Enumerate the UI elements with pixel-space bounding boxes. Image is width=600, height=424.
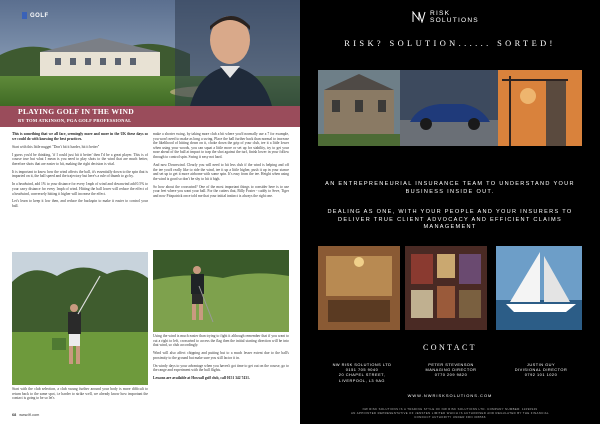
article-column-4 [12, 387, 148, 404]
photo-stately-hall [318, 70, 400, 146]
logo-line-1: RISK [430, 10, 451, 17]
contact-phone[interactable]: 0770 209 9820 [434, 372, 468, 378]
contact-line: NW RISK SOLUTIONS LTD [332, 362, 392, 367]
lessons-note: Lessons are available at Howsall golf club, call 0151 342 7431. [153, 376, 250, 381]
photo-yacht-sailing-illustration [496, 246, 582, 330]
page-folio [12, 413, 39, 417]
photo-stately-hall-illustration [318, 70, 400, 146]
section-tag [22, 12, 49, 19]
footer-line: CONDUCT AUTHORITY UNDER FRN 308566 [414, 415, 486, 419]
article-paragraph: Let's learn to keep it low then, and reduce the backspin to make it easier to control your ball. [12, 199, 148, 209]
article-column-2 [153, 132, 289, 202]
photo-luxury-car-illustration [400, 70, 498, 146]
website-link[interactable]: WWW.NWRISKSOLUTIONS.COM [407, 393, 493, 398]
photo-interior-room [318, 246, 400, 330]
photo-golfer-swing-illustration [12, 252, 148, 385]
article-paragraph: Using the wind is much easier than trying to fight it although remember that if you want to cut a right to left, crosswind to access the flag then the initial starting direction will be into that wind, so club accordingly. [153, 334, 289, 348]
photo-yacht-sailing [496, 246, 582, 330]
nw-monogram-icon [412, 11, 426, 23]
contact-line: MANAGING DIRECTOR [425, 367, 477, 373]
article-paragraph: On windy days to your advantage when you haven't got time to get out on the course, go to the range and experiment with the ball flights. [153, 363, 289, 373]
article-paragraph: Wind will also affect chipping and putting but to a much lesser extent due to the ball's proximity to the ground but make sure you still factor it in. [153, 351, 289, 360]
article-paragraph: I guess you'd be thinking, 'if I could just hit it better' then I'd be a great player. This is of course true but what I mean is you need to play shots to the wind that are much better, therefore shots that are easier to hit, making the right decision is vital. [12, 152, 148, 166]
photo-construction-site [498, 70, 582, 146]
article-column-3 [153, 334, 289, 384]
contact-phone[interactable]: 0792 101 1020 [524, 372, 558, 378]
nw-risk-solutions-logo [412, 10, 479, 24]
photo-golfer-address-illustration [153, 250, 289, 332]
article-paragraph: And now Downwind. Clearly you will need to hit less club if the wind is helping and off the tee you'd really like to ride the wind, tee it up a little higher, push it up in your stance and set up to get it more airborne with some spin. It's easy from the tee. Height when using the wind is good so don't be shy to hit it high. [153, 162, 289, 181]
logo-line-2: SOLUTIONS [430, 17, 479, 24]
magazine-right-page-advert [300, 0, 600, 424]
contact-line: PETER STEVENSON [428, 362, 474, 367]
section-tag-marker [22, 12, 27, 19]
contact-divisional-director [501, 362, 581, 378]
hero-photo-golfer-clubhouse [0, 0, 300, 106]
photo-art-gallery-illustration [405, 246, 487, 330]
footer-line: AN APPOINTED REPRESENTATIVE OF JENSTEN LIMITED WHICH IS AUTHORISED AND REGULATED BY THE FINANCIAL [351, 411, 549, 415]
contact-line: LIVERPOOL, L3 9AG [339, 377, 385, 383]
article-headline: PLAYING GOLF IN THE WIND [18, 107, 135, 116]
regulatory-footer [300, 407, 600, 419]
article-paragraph: In a headwind, add 1% to your distance for every 1mph of wind and downwind add 0.5% to your carry distance for every 1mph of wind. Hitting the ball lower will reduce the effect of a headwind, conversely hitting it higher will increase the effect. [12, 182, 148, 196]
photo-art-gallery [405, 246, 487, 330]
photo-construction-site-illustration [498, 70, 582, 146]
article-paragraph: So how about the crosswind? One of the most important things to consider here is to use your feet where you want your ball. For the cutters that, Billy Foster - caddy to Seve, Tiger and now Fitzpatrick once told me that your initial instinct is always the right one. [153, 184, 289, 198]
photo-luxury-car [400, 70, 498, 146]
article-paragraph: make a shorter swing, by taking more club a bit where you'd normally use a 7 for example, you won't need to make as long a swing. Place the ball further back than normal to increase the likelihood of hitting down on it, choke down the grip of your club, tee it a little lower when using your woods, you can squat a little more or set up for stability, try to get your nose ahead of the ball at impact to trap the shot against the turf, finish lower in your follow through to control spin. Swing it easy not hard. [153, 132, 289, 159]
article-paragraph: It is important to know how the wind affects the ball, it's essentially down to the spin that is imparted on it, the ball speed and the trajectory but here's a rule of thumb to go by. [12, 169, 148, 179]
contact-heading: CONTACT [423, 343, 477, 352]
advert-statement-1: AN ENTREPRENEURIAL INSURANCE TEAM TO UNDERSTAND YOUR BUSINESS INSIDE OUT. [325, 181, 575, 195]
contact-phone[interactable]: 0151 705 9040 [345, 367, 379, 373]
photo-interior-room-illustration [318, 246, 400, 330]
logo-wordmark [430, 10, 479, 24]
footer-line: NW RISK SOLUTIONS IS A TRADING STYLE OF NW RISK SOLUTIONS LTD. COMPANY NUMBER: 11090949 [362, 407, 538, 411]
folio-site: www.lfl.com [19, 413, 40, 417]
contact-line: 20 CHAPEL STREET, [338, 372, 386, 378]
contact-line: JUSTIN GUY [526, 362, 556, 367]
advert-statement-2: DEALING AS ONE, WITH YOUR PEOPLE AND YOUR INSURERS TO DELIVER TRUE CLIENT ADVOCACY AND EFFICIENT CLAIMS MANAGEMENT [327, 209, 573, 231]
article-paragraph: Start with this little nugget "Don't hit it harder, hit it better" [12, 144, 100, 149]
section-tag-label: GOLF [30, 12, 49, 19]
article-column-1 [12, 132, 148, 212]
contact-company [322, 362, 402, 383]
article-byline: BY TOM ATKINSON, PGA GOLF PROFESSIONAL [18, 118, 132, 123]
page-number: 68 [12, 413, 17, 417]
article-intro: This is something that we all face, seemingly more and more in the UK these days so we could do with knowing the best practices. [12, 132, 148, 141]
contact-line: DIVISIONAL DIRECTOR [514, 367, 568, 373]
photo-golfer-address [153, 250, 289, 332]
contact-managing-director [411, 362, 491, 378]
photo-golfer-swing-practice [12, 252, 148, 385]
article-paragraph: Start with the club selection, a club swung further around your body is more difficult to return back to the same spot, i.e harder to strike well, we already know how important the contact is going to be so let's [12, 387, 148, 401]
advert-tagline: RISK? SOLUTION...... SORTED! [344, 39, 556, 48]
